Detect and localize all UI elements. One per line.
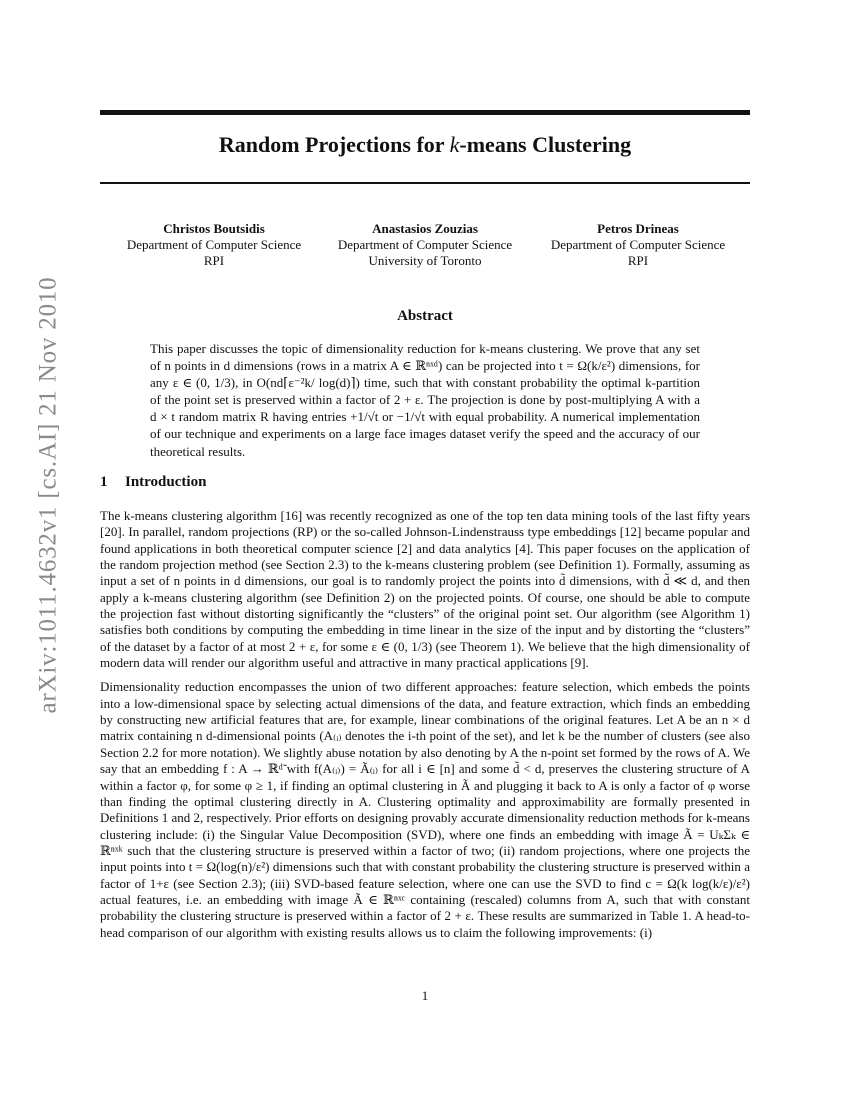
arxiv-identifier-text: arXiv:1011.4632v1 [cs.AI] 21 Nov 2010 bbox=[34, 276, 62, 714]
section-heading-introduction bbox=[100, 474, 206, 491]
abstract-text: This paper discusses the topic of dimensionality reduction for k-means clustering. We prove that any set of n points in d dimensions (rows in a matrix A ∈ ℝⁿˣᵈ) can be projected into t = Ω(k/ε²) dimensions, for any ε ∈ (0, 1/3), in O(nd⌈ε⁻²k/ log(d)⌉) time, such that with constant probability the optimal k-partition of the point set is preserved within a factor of 2 + ε. The projection is done by post-multiplying A with a d × t random matrix R having entries +1/√t or −1/√t with equal probability. A numerical implementation of our technique and experiments on a large face images dataset verify the speed and the accuracy of our theoretical results. bbox=[150, 341, 700, 459]
author-1-institution: RPI bbox=[203, 253, 225, 268]
author-2 bbox=[310, 221, 540, 269]
title-part-after: -means Clustering bbox=[459, 132, 632, 157]
paragraph-1: The k-means clustering algorithm [16] was recently recognized as one of the top ten data mining tools of the last fifty years [20]. In parallel, random projections (RP) or the so-called Johnson-Lindenstrauss type embeddings [12] became popular and found applications in both theoretical computer science [2] and data analytics [4]. This paper focuses on the application of the random projection method (see Section 2.3) to the k-means clustering problem (see Definition 1). Formally, assuming as input a set of n points in d dimensions, our goal is to randomly project the points into d̃ dimensions, with d̃ ≪ d, and then apply a k-means clustering algorithm (see Definition 2) on the projected points. Of course, one should be able to compute the projection fast without distorting significantly the “clusters” of the original point set. Our algorithm (see Algorithm 1) satisfies both conditions by computing the embedding in time linear in the size of the input and by distorting the “clusters” of the dataset by a factor of at most 2 + ε, for some ε ∈ (0, 1/3) (see Theorem 1). We believe that the high dimensionality of modern data will render our algorithm useful and attractive in many practical applications [9]. bbox=[100, 508, 750, 671]
introduction-body bbox=[100, 508, 750, 941]
author-2-name: Anastasios Zouzias bbox=[372, 221, 478, 236]
author-3 bbox=[523, 221, 753, 269]
title-math-k: k bbox=[449, 132, 460, 157]
author-1 bbox=[99, 221, 329, 269]
author-2-institution: University of Toronto bbox=[368, 253, 482, 268]
abstract-body bbox=[150, 340, 700, 460]
author-1-name: Christos Boutsidis bbox=[163, 221, 265, 236]
author-2-department: Department of Computer Science bbox=[337, 237, 513, 252]
title-top-rule bbox=[100, 110, 750, 115]
abstract-heading: Abstract bbox=[397, 308, 453, 324]
page-number: 1 bbox=[421, 988, 429, 1003]
author-1-department: Department of Computer Science bbox=[126, 237, 302, 252]
paper-title bbox=[100, 132, 750, 158]
author-3-department: Department of Computer Science bbox=[550, 237, 726, 252]
paragraph-2: Dimensionality reduction encompasses the union of two different approaches: feature selection, which embeds the points into a low-dimensional space by selecting actual dimensions of the data, and feature extraction, which finds an embedding by constructing new artificial features that are, for example, linear combinations of the original features. Let A be an n × d matrix containing n d-dimensional points (A₍ᵢ₎ denotes the i-th point of the set), and let k be the number of clusters (see also Section 2.2 for more notation). We slightly abuse notation by also denoting by A the n-point set formed by the rows of A. We say that an embedding f : A → ℝᵈ̃ with f(A₍ᵢ₎) = Ã₍ᵢ₎ for all i ∈ [n] and some d̃ < d, preserves the clustering structure of A within a factor φ, for some φ ≥ 1, if finding an optimal clustering in Ã and plugging it back to A is only a factor of φ worse than finding the optimal clustering directly in A. Clustering optimality and approximability are formally presented in Definitions 1 and 2, respectively. Prior efforts on designing provably accurate dimensionality reduction methods for k-means clustering include: (i) the Singular Value Decomposition (SVD), where one finds an embedding with image Ã = UₖΣₖ ∈ ℝⁿˣᵏ such that the clustering structure is preserved within a factor of two; (ii) random projections, where one projects the input points into t = Ω(log(n)/ε²) dimensions such that with constant probability the clustering structure is preserved within a factor of 1+ε (see Section 2.3); (iii) SVD-based feature selection, where one can use the SVD to find c = Ω(k log(k/ε)/ε²) actual features, i.e. an embedding with image Ã ∈ ℝⁿˣᶜ containing (rescaled) columns from A, such that with constant probability the clustering structure is preserved within a factor of 2 + ε. These results are summarized in Table 1. A head-to-head comparison of our algorithm with existing results allows us to claim the following improvements: (i) bbox=[100, 679, 750, 940]
title-part-before: Random Projections for bbox=[218, 132, 450, 157]
arxiv-identifier-stamp bbox=[30, 275, 66, 715]
author-3-institution: RPI bbox=[627, 253, 649, 268]
author-3-name: Petros Drineas bbox=[597, 221, 679, 236]
section-title: Introduction bbox=[125, 474, 207, 490]
section-number: 1 bbox=[100, 474, 108, 490]
title-bottom-rule bbox=[100, 182, 750, 184]
